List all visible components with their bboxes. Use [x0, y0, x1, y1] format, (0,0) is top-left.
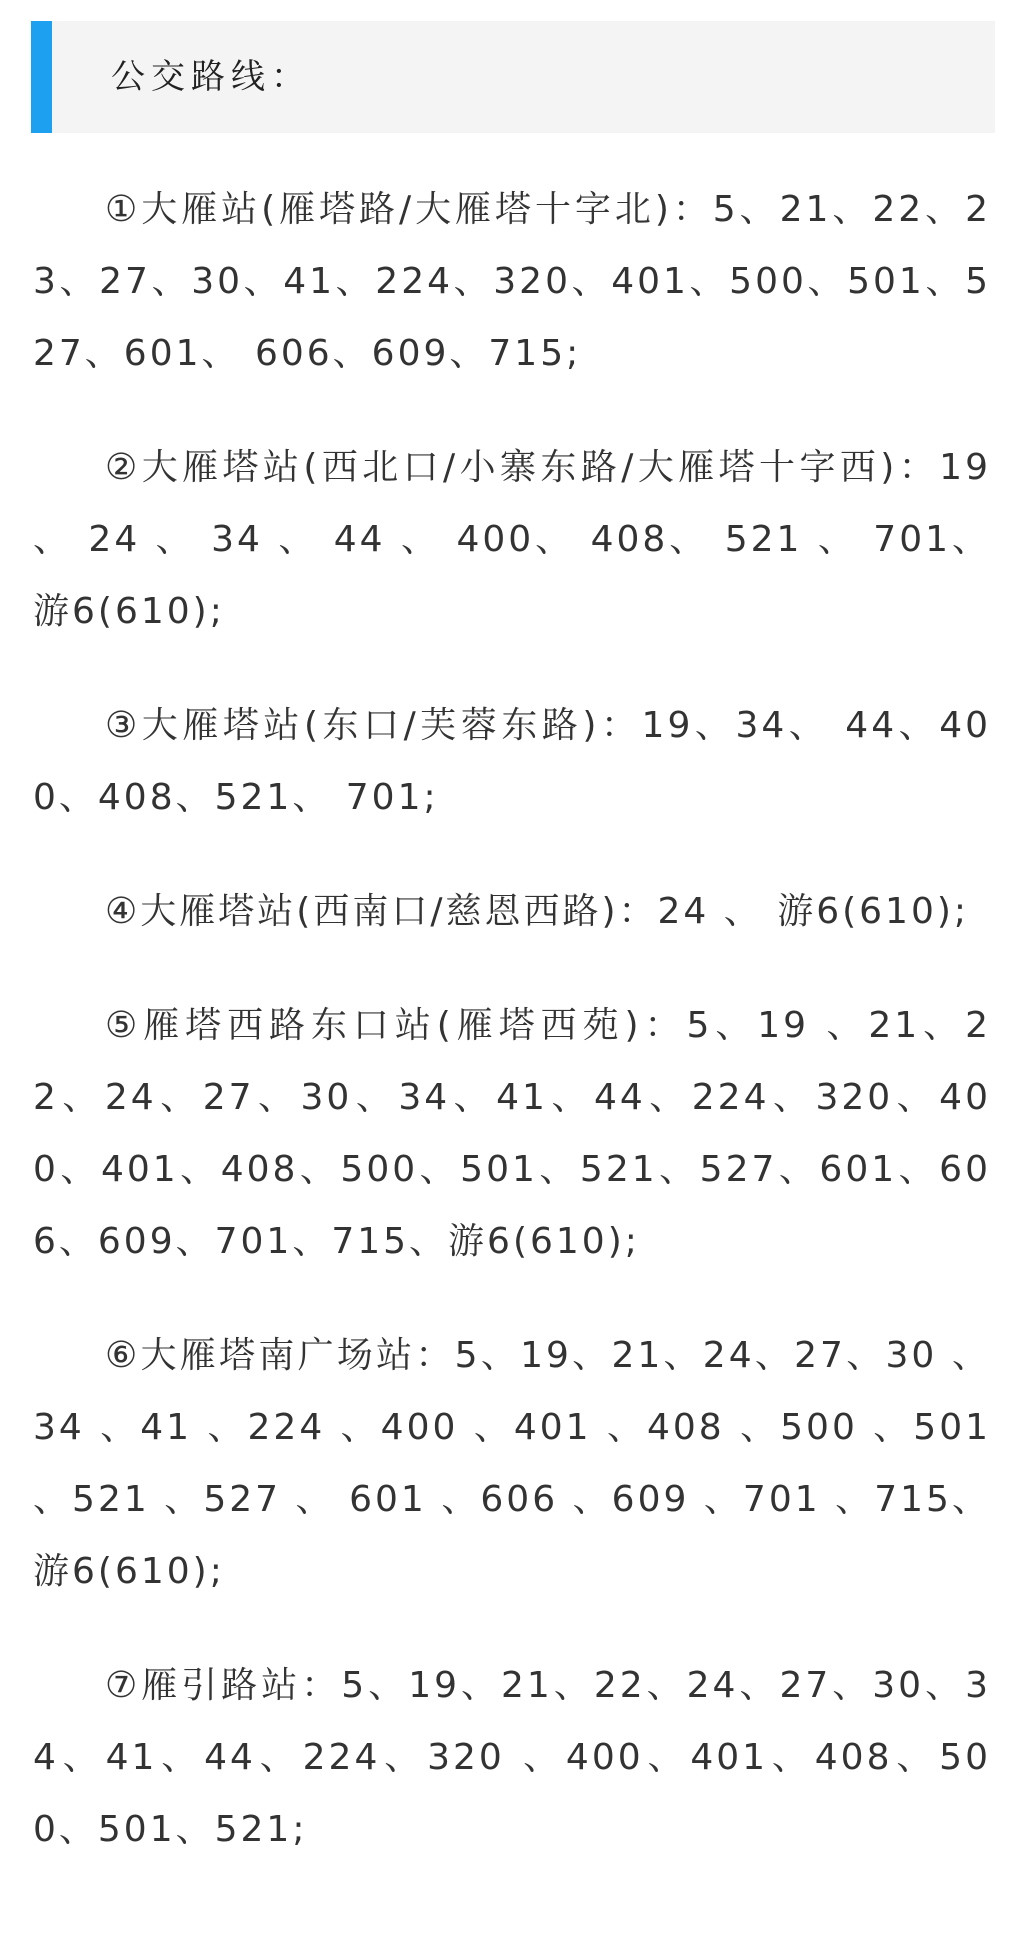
route-item-1: ①大雁站(雁塔路/大雁塔十字北)：5、21、22、23、27、30、41、224、320、401、500、501、527、601、 606、609、715; [33, 189, 991, 374]
route-item-2: ②大雁塔站(西北口/小寨东路/大雁塔十字西)：19 、 24 、 34 、 44 、 400、 408、 521 、 701、 游6(610); [33, 447, 991, 632]
header-accent-bar [31, 21, 52, 133]
section-title: 公交路线： [111, 57, 311, 97]
route-item-7: ⑦雁引路站：5、19、21、22、24、27、30、34、41、44、224、320 、400、401、408、500、501、521; [33, 1665, 991, 1850]
route-item-3: ③大雁塔站(东口/芙蓉东路)：19、34、 44、400、408、521、 701; [33, 705, 991, 818]
routes-list [33, 174, 991, 1908]
route-item-6: ⑥大雁塔南广场站：5、19、21、24、27、30 、34 、41 、224 、400 、401 、408 、500 、501 、521 、527 、 601 、606 、609 、701 、715、游6(610); [33, 1335, 991, 1592]
route-item-4: ④大雁塔站(西南口/慈恩西路)：24 、 游6(610); [105, 891, 970, 932]
route-item-5: ⑤雁塔西路东口站(雁塔西苑)：5、19 、21、22、24、27、30、34、41、44、224、320、400、401、408、500、501、521、527、601、606、609、701、715、游6(610); [33, 1005, 991, 1262]
section-header [31, 21, 995, 133]
